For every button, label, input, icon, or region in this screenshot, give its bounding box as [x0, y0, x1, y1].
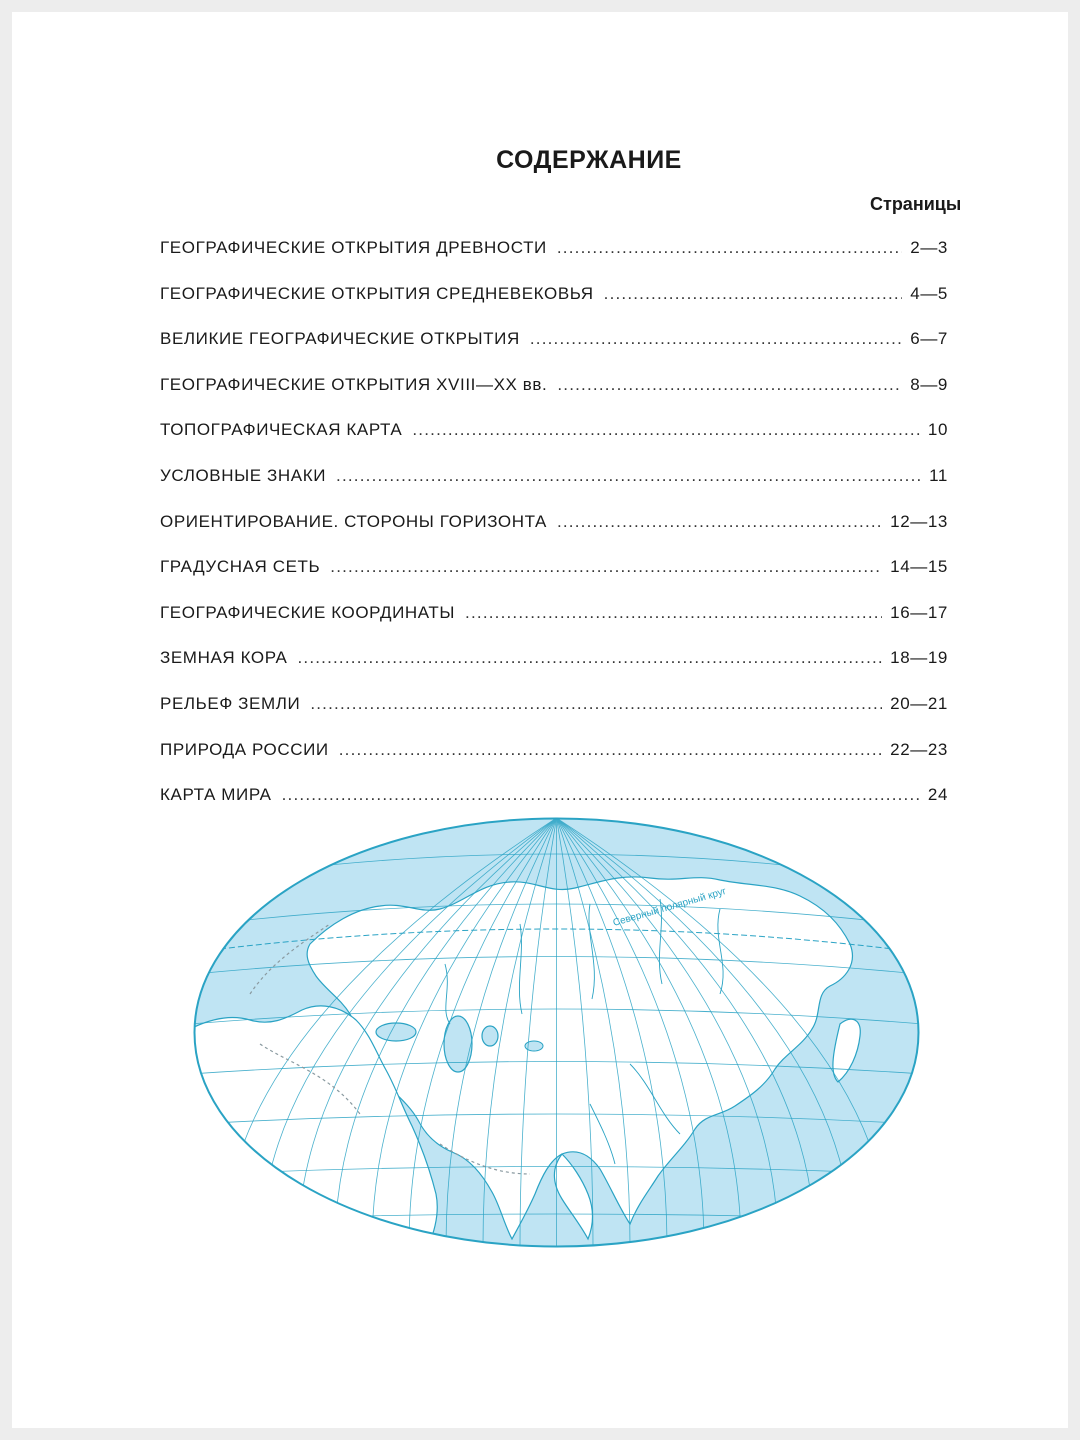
toc-item-pages: 14—15	[890, 557, 948, 577]
toc-item[interactable]	[160, 512, 948, 558]
toc-leader-dots	[530, 329, 902, 349]
toc-item-pages: 18—19	[890, 648, 948, 668]
toc-item-label: КАРТА МИРА	[160, 785, 272, 805]
document-page	[12, 12, 1068, 1428]
toc-leader-dots	[282, 785, 920, 805]
toc-item[interactable]	[160, 375, 948, 421]
toc-item-pages: 2—3	[910, 238, 948, 257]
toc-leader-dots	[604, 284, 903, 304]
toc-item-label: ОРИЕНТИРОВАНИЕ. СТОРОНЫ ГОРИЗОНТА	[160, 511, 547, 531]
toc-item[interactable]	[160, 694, 948, 740]
toc-item-pages: 4—5	[910, 283, 948, 303]
toc-item-pages: 6—7	[910, 329, 948, 349]
caspian-sea	[444, 1016, 472, 1072]
toc-leader-dots	[412, 420, 920, 440]
toc-item-label: ГЕОГРАФИЧЕСКИЕ ОТКРЫТИЯ ДРЕВНОСТИ	[160, 238, 547, 257]
pages-column-header: Страницы	[870, 194, 962, 214]
toc-leader-dots	[310, 694, 882, 714]
page-title: СОДЕРЖАНИЕ	[496, 146, 682, 174]
toc-leader-dots	[336, 466, 921, 486]
toc-item-label: ПРИРОДА РОССИИ	[160, 739, 329, 759]
toc-item-pages: 20—21	[890, 693, 948, 713]
toc-item[interactable]	[160, 648, 948, 694]
toc-item-label: ГРАДУСНАЯ СЕТЬ	[160, 557, 321, 577]
toc-leader-dots	[330, 557, 882, 577]
toc-item-pages: 8—9	[910, 374, 948, 394]
toc-item-label: ЗЕМНАЯ КОРА	[160, 648, 288, 668]
toc-item-label: ВЕЛИКИЕ ГЕОГРАФИЧЕСКИЕ ОТКРЫТИЯ	[160, 329, 520, 349]
toc-leader-dots	[557, 512, 882, 532]
toc-item-pages: 22—23	[890, 739, 948, 759]
toc-item[interactable]	[160, 238, 948, 284]
toc-item[interactable]	[160, 466, 948, 512]
toc-item-label: УСЛОВНЫЕ ЗНАКИ	[160, 465, 327, 485]
toc-item-label: РЕЛЬЕФ ЗЕМЛИ	[160, 693, 301, 713]
black-sea	[376, 1023, 416, 1041]
toc-item[interactable]	[160, 420, 948, 466]
toc-item-label: ГЕОГРАФИЧЕСКИЕ КООРДИНАТЫ	[160, 602, 456, 622]
toc-item-pages: 11	[929, 465, 948, 485]
arctic-circle-label: Северный полярный круг	[611, 885, 728, 929]
toc-leader-dots	[297, 648, 882, 668]
toc-leader-dots	[465, 603, 882, 623]
toc-item[interactable]	[160, 557, 948, 603]
toc-leader-dots	[557, 375, 902, 395]
table-of-contents	[160, 238, 948, 831]
world-map-illustration	[190, 814, 923, 1251]
toc-item-label: ГЕОГРАФИЧЕСКИЕ ОТКРЫТИЯ XVIII—XX вв.	[160, 374, 548, 394]
toc-item-label: ГЕОГРАФИЧЕСКИЕ ОТКРЫТИЯ СРЕДНЕВЕКОВЬЯ	[160, 283, 594, 303]
toc-item[interactable]	[160, 740, 948, 786]
toc-item[interactable]	[160, 329, 948, 375]
toc-leader-dots	[339, 740, 882, 760]
toc-item-pages: 24	[927, 785, 948, 805]
toc-item[interactable]	[160, 603, 948, 649]
toc-leader-dots	[557, 238, 902, 258]
toc-item-label: ТОПОГРАФИЧЕСКАЯ КАРТА	[160, 420, 403, 440]
toc-item-pages: 12—13	[890, 511, 948, 531]
toc-item[interactable]	[160, 284, 948, 330]
toc-item-pages: 16—17	[890, 602, 948, 622]
aral-sea	[482, 1026, 498, 1046]
toc-item-pages: 10	[927, 420, 948, 440]
